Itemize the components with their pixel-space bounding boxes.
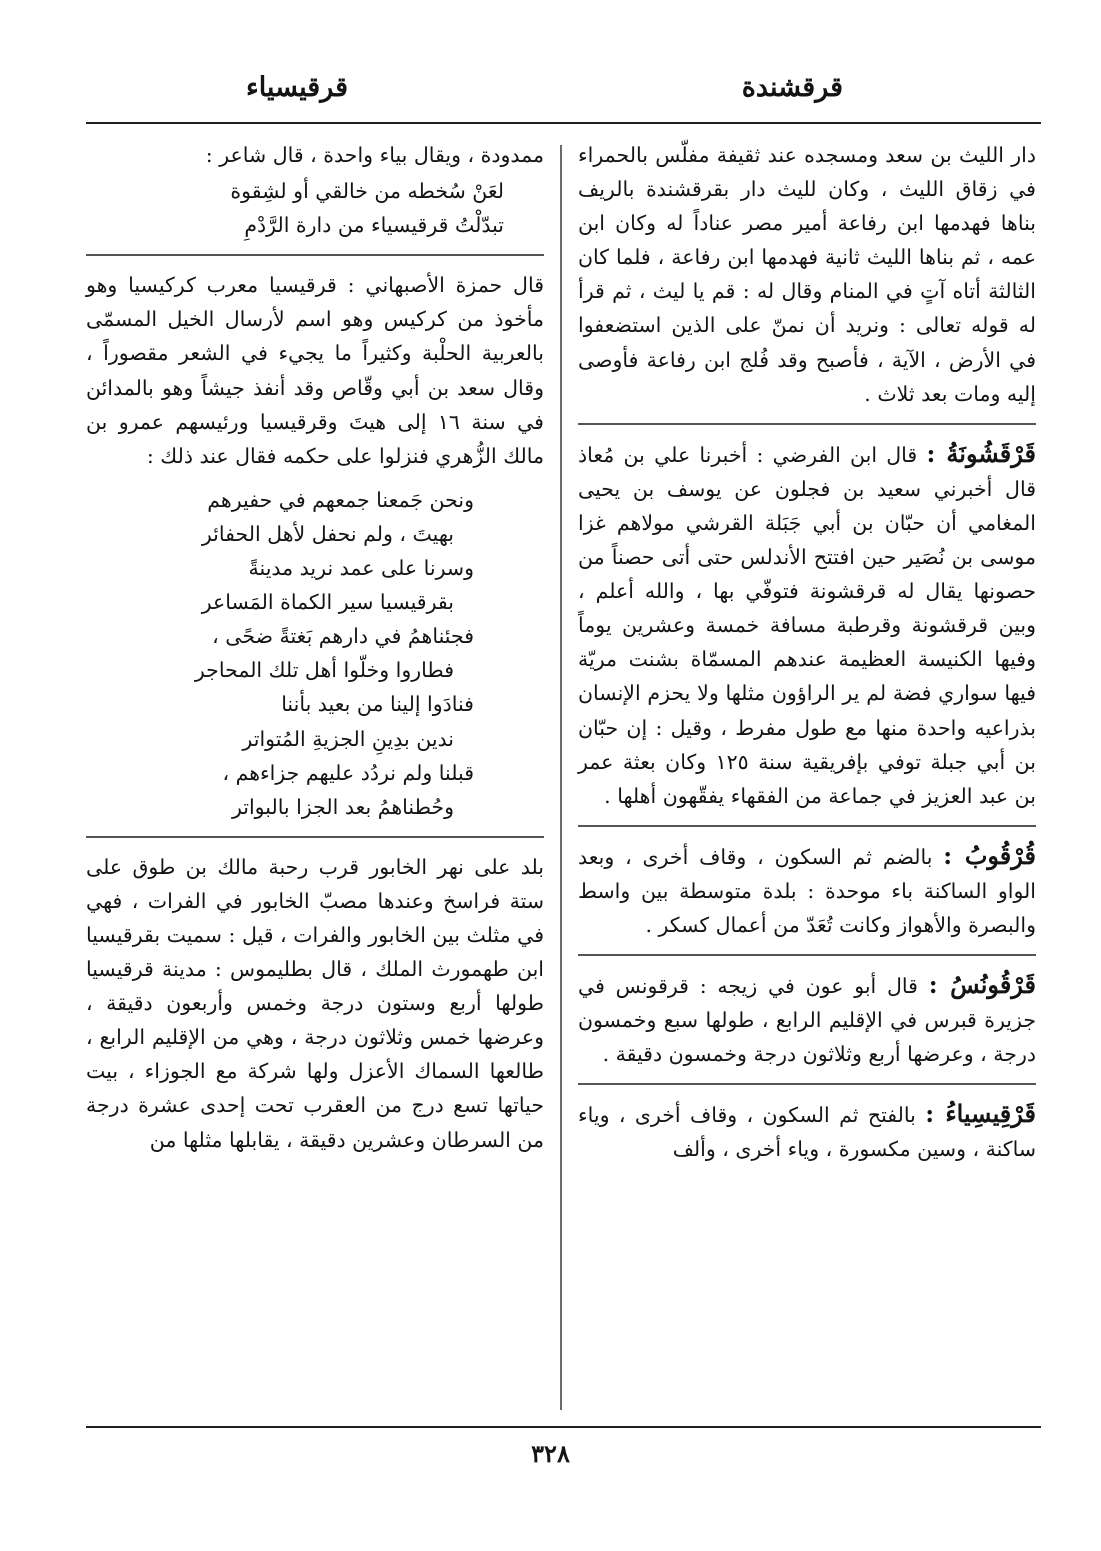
verse-line: لعَنْ سُخطه من خالقي أو لشِقوة xyxy=(230,179,504,204)
entry-text: بالفتح ثم السكون ، وقاف أخرى ، وياء ساكنة ، وسين مكسورة ، وياء أخرى ، وألف xyxy=(578,1103,1036,1162)
verse-line: قبلنا ولم نردُد عليهم جزاءهم ، xyxy=(222,760,474,785)
entry-qarqisiya xyxy=(578,1097,1036,1166)
entry-text: قال ابن الفرضي : أخبرنا علي بن مُعاذ قال أخبرني سعيد بن فجلون عن يوسف بن يحيى المغامي أن حبّان بن أبي جَبَلة القرشي مولاهم غزا موسى بن نُصَير حين افتتح الأندلس حتى أتى حصناً من حصونها يقال له قرقشونة فتوفّي بها ، والله أعلم ، وبين قرقشونة وقرطبة مسافة خمسة وعشرين يوماً وفيها الكنيسة العظيمة عندهم المسمّاة بشنت مريّة فيها سواري فضة لم ير الراؤون مثلها ولا يحزم الإنسان بذراعيه واحدة منها مع طول مفرط ، وقيل : إن حبّان بن أبي جبلة توفي بإفريقية سنة ١٢٥ وكان بعثة عمر بن عبد العزيز في جماعة من الفقهاء يفقّهون أهلها . xyxy=(578,442,1036,808)
entry-headword: قَرْقُونُسُ : xyxy=(928,970,1037,1000)
paragraph-continuation: دار الليث بن سعد ومسجده عند ثقيفة مفلّس بالحمراء في زقاق الليث ، وكان لليث دار بقرقشندة بالريف بناها فهدمها ابن رفاعة أمير مصر عناداً له وكان ابن عمه ، ثم بناها الليث ثانية فهدمها ابن رفاعة ، فلما كان الثالثة أتاه آتٍ في المنام وقال له : قم يا ليث ، ثم قرأ له قوله تعالى : ونريد أن نمنّ على الذين استضعفوا في الأرض ، الآية ، فأصبح وقد فُلج ابن رفاعة فأوصى إليه ومات بعد ثلاث . xyxy=(578,143,1036,406)
verse-line: وسرنا على عمد نريد مدينةً xyxy=(248,556,474,581)
entry-separator xyxy=(578,1083,1036,1085)
entry-qurqub xyxy=(578,839,1036,942)
verse-line: بقرقيسيا سير الكماة المَساعر xyxy=(201,590,454,615)
verse-line: فطاروا وخلّوا أهل تلك المحاجر xyxy=(194,658,454,683)
entry-headword: قَرْقَشُونَةُ : xyxy=(926,438,1036,468)
entry-headword: قُرْقُوبُ : xyxy=(943,840,1036,870)
entry-text: قال أبو عون في زيجه : قرقونس في جزيرة قبرس في الإقليم الرابع ، طولها سبع وخمسون درجة ، وعرضها أربع وثلاثون درجة وخمسون دقيقة . xyxy=(578,974,1036,1067)
poem-verse xyxy=(86,174,544,242)
verse-line: فنادَوا إلينا من بعيد بأننا xyxy=(281,692,474,717)
entry-separator xyxy=(578,954,1036,956)
verse-line: وحُطناهمُ بعد الجزا بالبواتر xyxy=(231,794,454,819)
running-head-right: قرقشندة xyxy=(741,72,843,103)
page-number: ٣٢٨ xyxy=(531,1439,570,1468)
entry-separator xyxy=(86,254,544,256)
left-column xyxy=(86,138,544,1157)
paragraph-location: بلد على نهر الخابور قرب رحبة مالك بن طوق على ستة فراسخ وعندها مصبّ الخابور في الفرات ، فهي في مثلث بين الخابور والفرات ، قيل : سميت بقرقيسيا ابن طهمورث الملك ، قال بطليموس : مدينة قرقيسيا طولها أربع وستون درجة وخمس وأربعون دقيقة ، وعرضها خمس وثلاثون درجة ، وهي من الإقليم الرابع ، طالعها السماك الأعزل ولها شركة مع الجوزاء ، بيت حياتها تسع درج من العقرب تحت إحدى عشرة درجة من السرطان وعشرين دقيقة ، يقابلها مثلها من xyxy=(86,854,544,1152)
entry-separator xyxy=(578,423,1036,425)
bottom-rule xyxy=(86,1426,1041,1428)
column-divider xyxy=(560,145,562,1410)
right-column xyxy=(578,138,1036,1167)
poem-verse xyxy=(86,483,544,824)
paragraph-continuation: ممدودة ، ويقال بياء واحدة ، قال شاعر : xyxy=(205,143,544,167)
entry-qarqashuna xyxy=(578,437,1036,813)
paragraph-hamza: قال حمزة الأصبهاني : قرقيسيا معرب كركيسيا وهو مأخوذ من كركيس وهو اسم لأرسال الخيل المسمّى بالعربية الحلْبة وكثيراً ما يجيء في الشعر مقصوراً ، وقال سعد بن أبي وقّاص وقد أنفذ جيشاً وهو بالمدائن في سنة ١٦ إلى هيتَ وقرقيسيا ورئيسهم عمرو بن مالك الزُّهري فنزلوا على حكمه فقال عند ذلك : xyxy=(86,273,544,468)
entry-text: بالضم ثم السكون ، وقاف أخرى ، وبعد الواو الساكنة باء موحدة : بلدة متوسطة بين واسط والبصرة والأهواز وكانت تُعَدّ من أعمال كسكر . xyxy=(578,844,1036,937)
running-head-left: قرقيسياء xyxy=(246,72,349,103)
entry-headword: قَرْقِيسِياءُ : xyxy=(925,1099,1036,1129)
entry-separator xyxy=(86,836,544,838)
entry-separator xyxy=(578,825,1036,827)
verse-line: فجئناهمُ في دارهم بَغتةً ضحًى ، xyxy=(212,624,474,649)
entry-qarqunus xyxy=(578,968,1036,1071)
verse-line: تبدّلْتُ قرقيسياء من دارة الرَّدْمِ xyxy=(244,213,504,238)
verse-line: ونحن جَمعنا جمعهم في حفيرهم xyxy=(207,487,474,512)
verse-line: ندين بدِينِ الجزيةِ المُتواتر xyxy=(242,726,454,751)
top-rule xyxy=(86,122,1041,124)
verse-line: بهيتَ ، ولم نحفل لأهل الحفائر xyxy=(201,521,454,546)
